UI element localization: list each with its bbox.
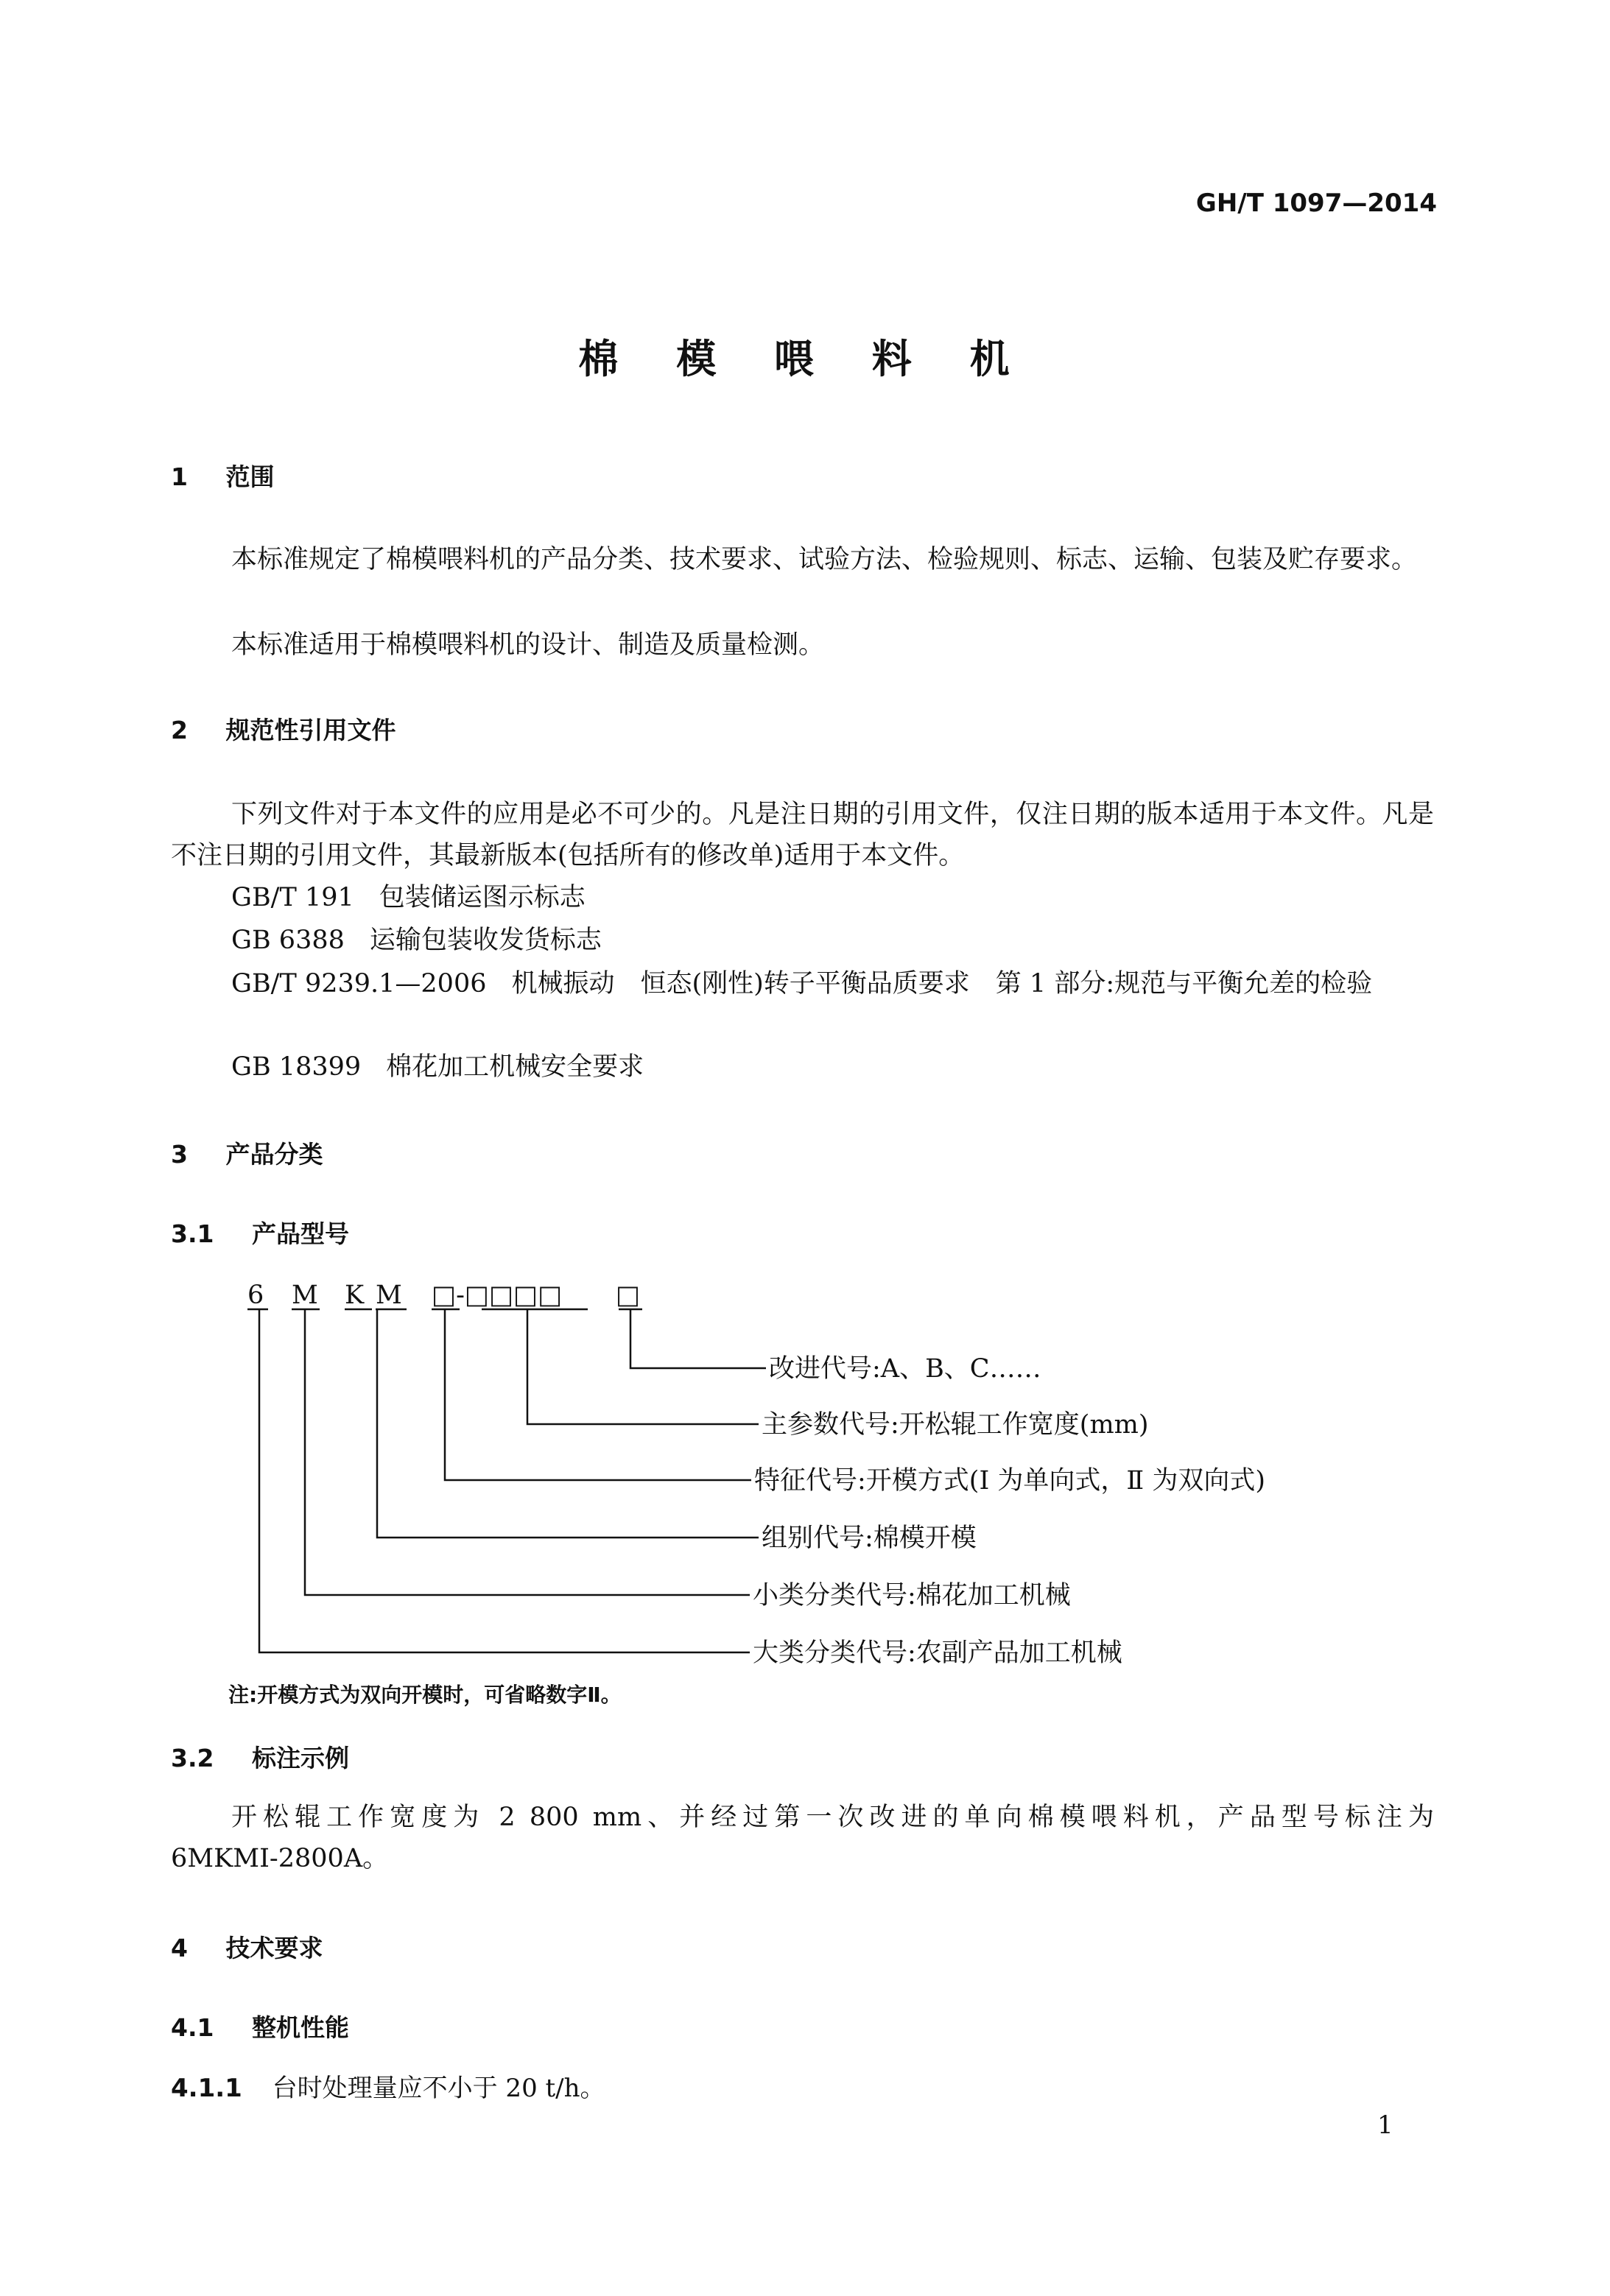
document-title: 棉 模 喂 料 机 xyxy=(578,336,1032,382)
reference-item xyxy=(231,1047,644,1087)
section-2-paragraph-1: 下列文件对于本文件的应用是必不可少的。凡是注日期的引用文件，仅注日期的版本适用于本文件。凡是不注日期的引用文件，其最新版本(包括所有的修改单)适用于本文件。 xyxy=(171,800,1434,870)
code-char: K xyxy=(345,1281,365,1310)
reference-name: 机械振动 恒态(刚性)转子平衡品质要求 第 1 部分:规范与平衡允差的检验 xyxy=(511,969,1373,999)
section-title: 整机性能 xyxy=(251,2013,349,2042)
section-title: 技术要求 xyxy=(225,1934,323,1962)
code-char: 6 xyxy=(247,1281,264,1310)
reference-name: 运输包装收发货标志 xyxy=(369,926,602,955)
section-3-1-heading xyxy=(171,1215,349,1250)
code-box: □ xyxy=(616,1281,641,1310)
reference-name: 棉花加工机械安全要求 xyxy=(386,1052,644,1082)
section-number: 3.1 xyxy=(171,1219,214,1248)
diagram-label: 大类分类代号:农副产品加工机械 xyxy=(753,1638,1122,1668)
reference-code: GB/T 9239.1—2006 xyxy=(231,969,487,999)
code-boxes: □-□□□□ xyxy=(432,1281,563,1310)
reference-code: GB 6388 xyxy=(231,926,345,955)
diagram-note: 注:开模方式为双向开模时，可省略数字Ⅱ。 xyxy=(228,1683,622,1707)
diagram-label: 改进代号:A、B、C…… xyxy=(769,1354,1041,1384)
section-number: 4.1 xyxy=(171,2013,214,2042)
section-title: 规范性引用文件 xyxy=(225,716,396,744)
section-1-heading xyxy=(171,458,274,493)
clause-4-1-1 xyxy=(171,2068,605,2104)
diagram-label: 组别代号:棉模开模 xyxy=(762,1524,977,1553)
reference-item xyxy=(231,920,602,960)
section-3-2-paragraph: 开松辊工作宽度为 2 800 mm、并经过第一次改进的单向棉模喂料机，产品型号标注为 6MKMⅠ-2800A。 xyxy=(171,1803,1434,1873)
diagram-label: 小类分类代号:棉花加工机械 xyxy=(753,1581,1071,1610)
page-number: 1 xyxy=(1377,2110,1393,2140)
section-3-heading xyxy=(171,1135,323,1170)
reference-code: GB 18399 xyxy=(231,1052,362,1082)
section-4-1-heading xyxy=(171,2009,349,2043)
reference-item xyxy=(171,963,1434,1004)
code-char: M xyxy=(376,1281,402,1310)
reference-name: 包装储运图示标志 xyxy=(379,883,586,912)
reference-code: GB/T 191 xyxy=(231,883,354,912)
section-number: 2 xyxy=(171,716,188,744)
section-title: 产品型号 xyxy=(251,1219,349,1248)
clause-number: 4.1.1 xyxy=(171,2074,242,2103)
section-4-heading xyxy=(171,1929,323,1964)
section-number: 3 xyxy=(171,1140,188,1169)
section-number: 3.2 xyxy=(171,1744,214,1772)
section-title: 标注示例 xyxy=(251,1744,349,1772)
diagram-label: 特征代号:开模方式(Ⅰ 为单向式，Ⅱ 为双向式) xyxy=(754,1466,1265,1496)
code-char: M xyxy=(292,1281,318,1310)
reference-item xyxy=(231,878,586,918)
standard-number: GH/T 1097—2014 xyxy=(1195,189,1437,218)
section-1-paragraph-1: 本标准规定了棉模喂料机的产品分类、技术要求、试验方法、检验规则、标志、运输、包装及贮存要求。 xyxy=(231,545,1418,574)
section-number: 1 xyxy=(171,462,188,491)
clause-text: 台时处理量应不小于 20 t/h。 xyxy=(272,2074,605,2103)
section-2-heading xyxy=(171,711,396,746)
section-1-paragraph-2: 本标准适用于棉模喂料机的设计、制造及质量检测。 xyxy=(231,630,825,660)
section-number: 4 xyxy=(171,1934,188,1962)
section-3-2-heading xyxy=(171,1739,349,1774)
section-title: 范围 xyxy=(225,462,275,491)
section-title: 产品分类 xyxy=(225,1140,323,1169)
diagram-label: 主参数代号:开松辊工作宽度(mm) xyxy=(762,1410,1149,1440)
